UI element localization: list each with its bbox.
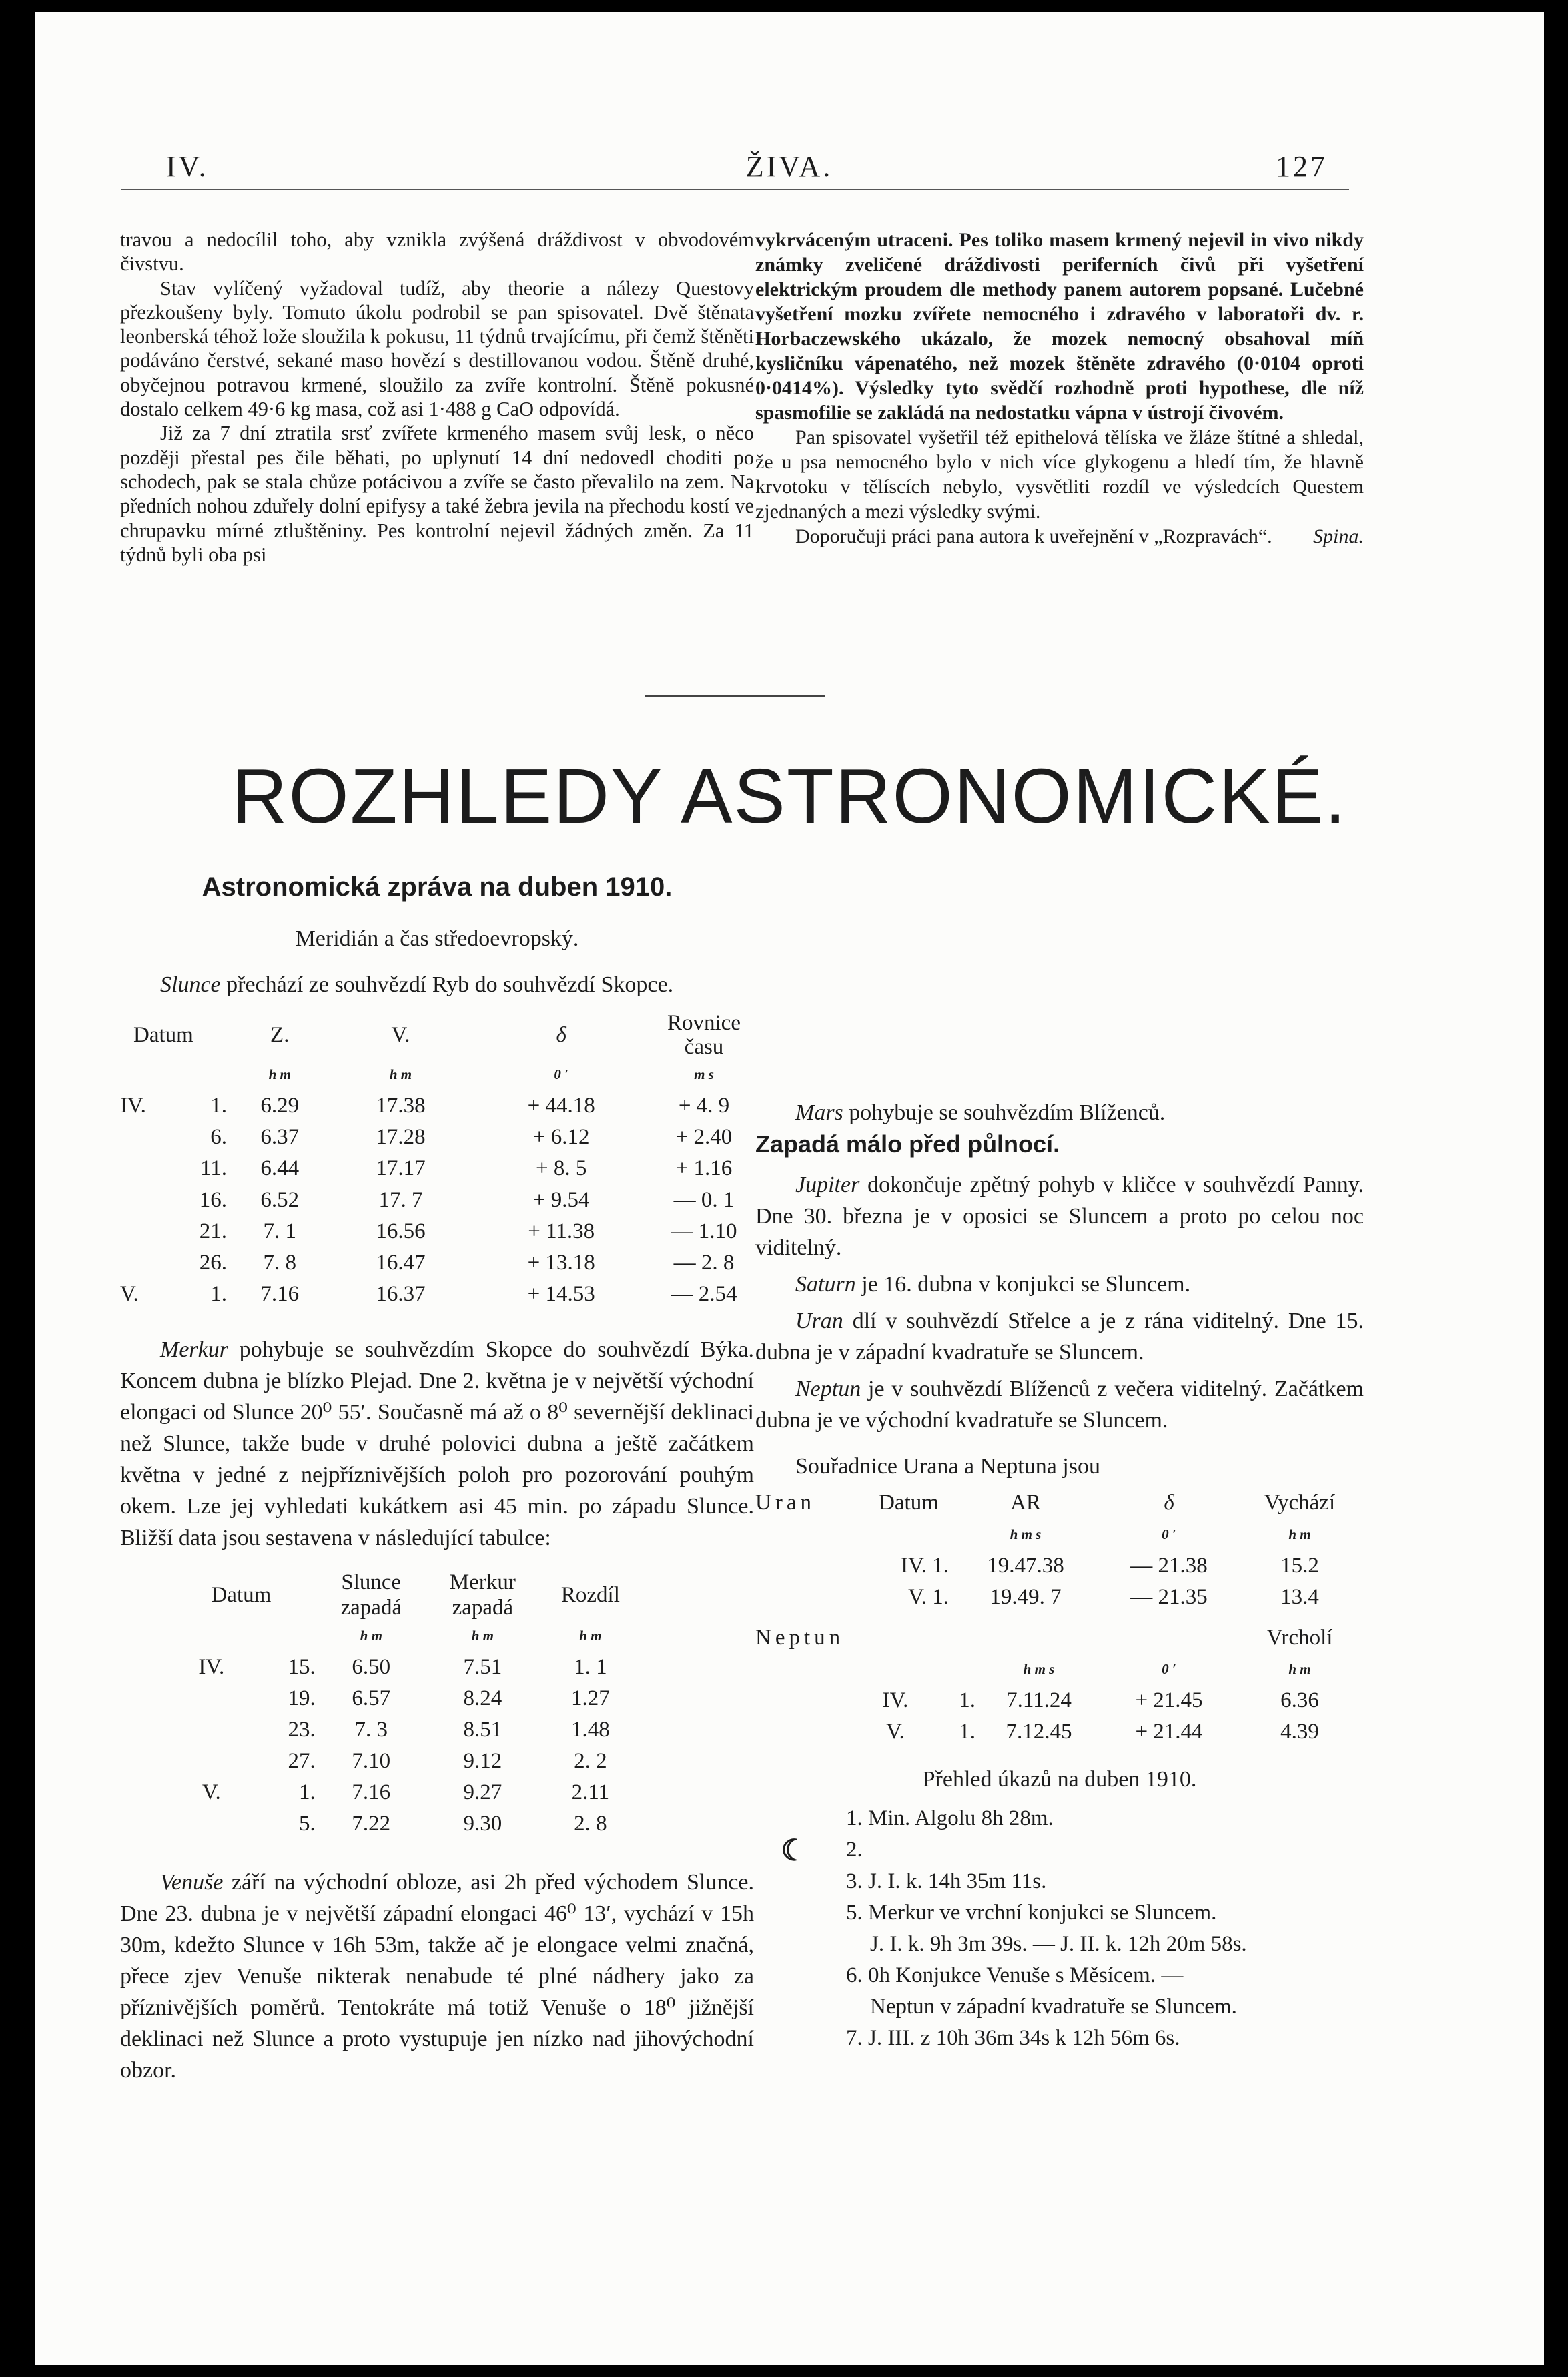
header-datum: Datum: [879, 1491, 939, 1515]
cell-day: 1.: [959, 1688, 975, 1712]
cell-mercury-set: 9.12: [463, 1749, 502, 1773]
cell-v: 16.47: [376, 1251, 426, 1275]
cell-date: IV. 1.: [901, 1554, 949, 1578]
unit-delta: 0 ′: [1162, 1526, 1176, 1542]
header-section: IV.: [166, 150, 209, 183]
unit-delta: 0 ′: [1162, 1661, 1176, 1677]
astro-title: Astronomická zpráva na duben 1910.: [202, 872, 673, 902]
neptun-label: Neptun: [755, 1626, 845, 1650]
cell-z: 6.37: [260, 1125, 300, 1149]
cell-month: [120, 1216, 167, 1247]
cell-v: 17.28: [376, 1125, 426, 1149]
cell-day: 1.: [959, 1720, 975, 1744]
cell-mercury-set: 8.24: [463, 1686, 502, 1710]
saturn-name: Saturn: [795, 1272, 856, 1297]
table-row: [120, 1122, 754, 1153]
mercury-name: Merkur: [160, 1337, 228, 1362]
cell-month: [120, 1247, 167, 1279]
table-units-row: [167, 1620, 754, 1652]
cell-month: [167, 1808, 256, 1840]
table-row: [167, 1714, 754, 1746]
header-v: V.: [391, 1022, 410, 1047]
cell-day: 6.: [210, 1125, 227, 1149]
cell-z: 6.29: [260, 1094, 300, 1118]
astro-left-column: [120, 872, 754, 2086]
table-header-row: [755, 1622, 1364, 1654]
table-units-row: [120, 1059, 754, 1090]
cell-ar: 19.47.38: [987, 1554, 1064, 1578]
venus-paragraph: [120, 1866, 754, 2086]
cell-month: V.: [886, 1720, 905, 1744]
cell-day: 26.: [199, 1251, 227, 1275]
mercury-text: pohybuje se souhvězdím Skopce do souhvězdí Býka. Koncem dubna je blízko Plejad. Dne 2. května je v největší východní elongaci od Slunce 20⁰ 55′. Současně má až o 8⁰ severnější deklinaci než Slunce, takže bude v druhé polovici dubna a ještě začátkem května v jedné z nejpříznivějších poloh pro pozorování pouhým okem. Lze jej vyhledati kukátkem asi 45 min. po západu Slunce. Bližší data jsou sestavena v následující tabulce:: [120, 1337, 755, 1550]
table-row: [755, 1716, 1364, 1748]
header-datum: Datum: [133, 1022, 193, 1047]
unit-equation: m s: [694, 1066, 714, 1082]
header-sunset: Slunce zapadá: [340, 1570, 402, 1620]
cell-month: [120, 1153, 167, 1184]
cell-difference: 1. 1: [574, 1655, 607, 1679]
table-header-row: [167, 1570, 754, 1620]
cell-v: 16.37: [376, 1282, 426, 1306]
meridian-line: Meridián a čas středoevropský.: [295, 926, 579, 951]
uran-name: Uran: [795, 1309, 843, 1333]
cell-day: 15.: [288, 1655, 316, 1679]
cell-equation: + 4. 9: [678, 1094, 730, 1118]
header-delta: δ: [1164, 1491, 1174, 1515]
coords-title: Souřadnice Urana a Neptuna jsou: [795, 1454, 1100, 1479]
cell-z: 6.44: [260, 1156, 300, 1180]
mars-paragraph: [755, 1097, 1364, 1128]
cell-culmination: 6.36: [1280, 1688, 1319, 1712]
table-row: [120, 1090, 754, 1122]
cell-delta: — 21.35: [1130, 1585, 1208, 1609]
moon-phase-icon: ☾: [781, 1834, 807, 1867]
cell-delta: + 14.53: [527, 1282, 595, 1306]
unit-ar: h m s: [1023, 1661, 1055, 1677]
cell-v: 17.38: [376, 1094, 426, 1118]
neptun-paragraph: [755, 1373, 1364, 1436]
cell-day: 19.: [288, 1686, 316, 1710]
cell-month: [167, 1746, 256, 1777]
table-row: [120, 1184, 754, 1216]
cell-delta: + 6.12: [532, 1125, 590, 1149]
cell-equation: — 0. 1: [673, 1188, 735, 1212]
paragraph: [755, 524, 1364, 549]
cell-date: V. 1.: [908, 1585, 949, 1609]
uran-text: dlí v souhvězdí Střelce a je z rána viditelný. Dne 15. dubna je v západní kvadratuře se Sluncem.: [755, 1309, 1364, 1365]
cell-z: 7.16: [260, 1282, 300, 1306]
cell-delta: + 21.45: [1135, 1688, 1203, 1712]
sun-name: Slunce: [160, 972, 221, 997]
cell-day: 5.: [299, 1812, 316, 1836]
top-left-column: [120, 228, 754, 567]
cell-culmination: 4.39: [1280, 1720, 1319, 1744]
cell-z: 7. 8: [263, 1251, 297, 1275]
event-item: 5. Merkur ve vrchní konjukci se Sluncem.: [846, 1901, 1217, 1925]
cell-delta: + 44.18: [527, 1094, 595, 1118]
table-row: [120, 1247, 754, 1279]
separator-rule: [645, 695, 825, 697]
table-row: [755, 1550, 1364, 1582]
cell-delta: — 21.38: [1130, 1554, 1208, 1578]
mars-name: Mars: [795, 1100, 843, 1125]
uran-label: Uran: [755, 1491, 815, 1515]
cell-day: 1.: [299, 1780, 316, 1804]
table-row: [167, 1808, 754, 1840]
table-row: [120, 1216, 754, 1247]
sun-text: přechází ze souhvězdí Ryb do souhvězdí Skopce.: [226, 972, 674, 997]
cell-month: V.: [202, 1780, 221, 1804]
table-row: [167, 1746, 754, 1777]
cell-equation: — 2.54: [671, 1282, 737, 1306]
cell-sunset: 6.50: [352, 1655, 391, 1679]
table-row: [167, 1777, 754, 1808]
page-number: 127: [1276, 150, 1328, 183]
cell-delta: + 8. 5: [535, 1156, 587, 1180]
events-list: [755, 1803, 1364, 2054]
header-culmination: Vrcholí: [1266, 1626, 1333, 1650]
paragraph: Pan spisovatel vyšetřil též epithelová tělíska ve žláze štítné a shledal, že u psa nemocného bylo v nich více glykogenu a hledí tím, že hlavně krvotoku v tělíscích nebylo, vysvětliti rozdíl ve výsledcích Questem zjednaných a mezi výsledky svými.: [755, 426, 1364, 523]
neptun-table: [755, 1622, 1364, 1748]
cell-day: 16.: [199, 1188, 227, 1212]
cell-sunset: 6.57: [352, 1686, 391, 1710]
paragraph: vykrváceným utraceni. Pes toliko masem krmený nejevil in vivo nikdy známky zveličené dráždivosti periferních čivů při vyšetření elektrickým proudem dle methody panem autorem popsané. Lučebné vyšetření mozku zvířete nemocného i zdravého v laboratoři dv. r. Horbaczewského ukázalo, že mozek nemocný obsahoval míň kysličníku vápenatého, než mozek štěněte zdravého (0·0104 oproti 0·0414%). Výsledky tyto svědčí rozhodně proti hypothese, dle níž spasmofilie se zakládá na nedostatku vápna v ústrojí čivovém.: [755, 229, 1364, 424]
unit-z: h m: [268, 1066, 291, 1082]
table-row: [167, 1652, 754, 1683]
unit-sunset: h m: [360, 1628, 382, 1644]
cell-mercury-set: 9.27: [463, 1780, 502, 1804]
sun-table: [120, 1011, 754, 1310]
cell-z: 7. 1: [263, 1219, 297, 1243]
table-header-row: [755, 1487, 1364, 1519]
cell-month: [167, 1714, 256, 1746]
header-mercury-set: Merkur zapadá: [449, 1570, 516, 1620]
table-row: [755, 1685, 1364, 1716]
cell-ar: 7.11.24: [1006, 1688, 1072, 1712]
event-item: Neptun v západní kvadratuře se Sluncem.: [870, 1995, 1237, 2019]
cell-month: IV.: [198, 1655, 225, 1679]
table-units-row: [755, 1654, 1364, 1685]
cell-sunset: 7.16: [352, 1780, 391, 1804]
saturn-paragraph: [755, 1269, 1364, 1300]
jupiter-paragraph: [755, 1169, 1364, 1263]
top-right-column: [755, 228, 1364, 549]
cell-sunset: 7.22: [352, 1812, 391, 1836]
cell-month: IV.: [882, 1688, 909, 1712]
cell-ar: 19.49. 7: [990, 1585, 1062, 1609]
cell-equation: — 2. 8: [673, 1251, 735, 1275]
saturn-text: je 16. dubna v konjukci se Sluncem.: [861, 1272, 1191, 1297]
event-item: 3. J. I. k. 14h 35m 11s.: [846, 1869, 1047, 1893]
cell-day: 1.: [210, 1094, 227, 1118]
header-journal: ŽIVA.: [745, 150, 833, 183]
uran-paragraph: [755, 1305, 1364, 1368]
mars-text: pohybuje se souhvězdím Blíženců.: [849, 1100, 1166, 1125]
event-item: 1. Min. Algolu 8h 28m.: [846, 1806, 1054, 1830]
mercury-paragraph: [120, 1334, 754, 1554]
cell-day: 11.: [200, 1156, 227, 1180]
sun-paragraph: [120, 969, 754, 1000]
cell-difference: 2.11: [571, 1780, 610, 1804]
unit-culmination: h m: [1288, 1661, 1311, 1677]
cell-delta: + 13.18: [527, 1251, 595, 1275]
paragraph: travou a nedocílil toho, aby vznikla zvýšená dráždivost v obvodovém čivstvu.: [120, 228, 754, 276]
event-item: 6. 0h Konjukce Venuše s Měsícem. —: [846, 1963, 1184, 1987]
cell-delta: + 21.44: [1135, 1720, 1203, 1744]
paragraph: Stav vylíčený vyžadoval tudíž, aby theorie a nálezy Questovy přezkoušeny byly. Tomuto úkolu podrobil se pan spisovatel. Dvě štěnata leonberská téhož lože sloužila k pokusu, 11 týdnů trvajícímu, při čemž štěněti podáváno čerstvé, sekané maso hovězí s destillovanou vodou. Štěně druhé, obyčejnou potravou krmené, sloužilo za zvíře kontrolní. Štěně pokusné dostalo celkem 49·6 kg masa, což asi 1·488 g CaO odpovídá.: [120, 276, 754, 421]
cell-rise: 15.2: [1280, 1554, 1319, 1578]
table-row: [167, 1683, 754, 1714]
neptun-text: je v souhvězdí Blíženců z večera viditelný. Začátkem dubna je ve východní kvadratuře se Sluncem.: [755, 1377, 1364, 1433]
cell-difference: 1.48: [571, 1718, 610, 1742]
neptun-name: Neptun: [795, 1377, 861, 1401]
jupiter-text: dokončuje zpětný pohyb v kličce v souhvězdí Panny. Dne 30. března je v oposici se Sluncem a proto po celou noc viditelný.: [755, 1172, 1364, 1260]
mars-bold: Zapadá málo před půlnocí.: [755, 1130, 1060, 1158]
event-item: 2.: [846, 1838, 863, 1862]
cell-day: 23.: [288, 1718, 316, 1742]
cell-mercury-set: 7.51: [463, 1655, 502, 1679]
header-rise: Vychází: [1264, 1491, 1336, 1515]
cell-equation: — 1.10: [671, 1219, 737, 1243]
cell-difference: 2. 8: [574, 1812, 607, 1836]
cell-day: 27.: [288, 1749, 316, 1773]
cell-z: 6.52: [260, 1188, 300, 1212]
cell-day: 1.: [210, 1282, 227, 1306]
table-row: [120, 1279, 754, 1310]
event-item: J. I. k. 9h 3m 39s. — J. II. k. 12h 20m 58s.: [870, 1932, 1247, 1956]
astro-right-column: [755, 1097, 1364, 2054]
table-units-row: [755, 1519, 1364, 1550]
cell-sunset: 7. 3: [354, 1718, 388, 1742]
table-row: [120, 1153, 754, 1184]
unit-rise: h m: [1288, 1526, 1311, 1542]
venus-name: Venuše: [160, 1870, 224, 1895]
paragraph: Již za 7 dní ztratila srsť zvířete krmeného masem svůj lesk, o něco později přestal pes čile běhati, po uplynutí 14 dní nedovedl choditi po schodech, pak se stala chůze potácivou a zvíře se často převalilo na zem. Na předních nohou zduřely dolní epifysy a také žebra jevila na přechodu kostí ve chrupavku mírné ztluštěniny. Pes kontrolní nejevil žádných změn. Za 11 týdnů byli oba psi: [120, 422, 754, 566]
unit-mercury-set: h m: [471, 1628, 494, 1644]
header-z: Z.: [270, 1022, 290, 1047]
jupiter-name: Jupiter: [795, 1172, 860, 1197]
cell-v: 16.56: [376, 1219, 426, 1243]
signature: Spina.: [1313, 525, 1364, 547]
header-equation: Rovnice času: [667, 1011, 741, 1059]
header-ar: AR: [1010, 1491, 1041, 1515]
cell-delta: + 9.54: [532, 1188, 590, 1212]
overview-title: Přehled úkazů na duben 1910.: [922, 1767, 1197, 1792]
table-row: [755, 1582, 1364, 1613]
cell-sunset: 7.10: [352, 1749, 391, 1773]
header-difference: Rozdíl: [560, 1582, 620, 1607]
header-delta: δ: [556, 1022, 566, 1047]
unit-v: h m: [389, 1066, 412, 1082]
table-header-row: [120, 1011, 754, 1059]
cell-equation: + 2.40: [675, 1125, 733, 1149]
cell-mercury-set: 9.30: [463, 1812, 502, 1836]
page: [35, 12, 1544, 2365]
cell-v: 17.17: [376, 1156, 426, 1180]
cell-month: IV.: [120, 1094, 146, 1118]
cell-delta: + 11.38: [528, 1219, 595, 1243]
unit-ar: h m s: [1010, 1526, 1042, 1542]
cell-v: 17. 7: [378, 1188, 423, 1212]
header-rule: [121, 189, 1349, 190]
venus-text: září na východní obloze, asi 2h před východem Slunce. Dne 23. dubna je v největší západní elongaci 46⁰ 13′, vychází v 15h 30m, kdežto Slunce v 16h 53m, takže ač je elongace velmi značná, přece zjev Venuše nikterak nenabude té plné nádhery jako za příznivějších poměrů. Tentokráte má totiž Venuše o 18⁰ jižnější deklinaci než Slunce a proto vystupuje jen nízko nad jihovýchodní obzor.: [120, 1870, 754, 2083]
cell-difference: 1.27: [571, 1686, 610, 1710]
cell-month: [120, 1184, 167, 1216]
unit-delta: 0 ′: [554, 1066, 568, 1082]
cell-ar: 7.12.45: [1006, 1720, 1072, 1744]
header-datum: Datum: [211, 1582, 272, 1607]
mercury-table: [167, 1570, 754, 1840]
cell-difference: 2. 2: [574, 1749, 607, 1773]
cell-month: [167, 1683, 256, 1714]
unit-difference: h m: [579, 1628, 602, 1644]
cell-month: [120, 1122, 167, 1153]
cell-month: V.: [120, 1282, 139, 1306]
cell-mercury-set: 8.51: [463, 1718, 502, 1742]
cell-rise: 13.4: [1280, 1585, 1319, 1609]
cell-day: 21.: [199, 1219, 227, 1243]
section-title: ROZHLEDY ASTRONOMICKÉ.: [231, 753, 1348, 839]
uran-table: [755, 1487, 1364, 1613]
cell-equation: + 1.16: [675, 1156, 733, 1180]
recommendation: Doporučuji práci pana autora k uveřejnění v „Rozpravách“.: [795, 525, 1272, 547]
event-item: 7. J. III. z 10h 36m 34s k 12h 56m 6s.: [846, 2026, 1180, 2050]
